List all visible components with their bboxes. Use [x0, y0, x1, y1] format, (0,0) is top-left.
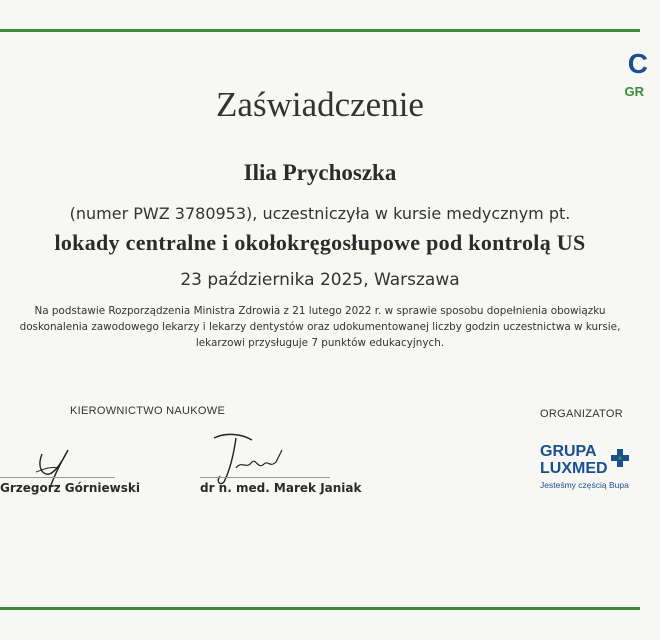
participation-line: (numer PWZ 3780953), uczestniczyła w kursie medycznym pt. — [69, 204, 571, 223]
signer-2-name: dr n. med. Marek Janiak — [200, 481, 362, 495]
legal-basis-line1: Na podstawie Rozporządzenia Ministra Zdrowia z 21 lutego 2022 r. w sprawie sposobu dopełnienia obowiązku — [34, 305, 606, 317]
corner-logo-text: GR — [624, 84, 644, 99]
plus-icon — [610, 448, 630, 468]
bottom-border — [0, 607, 640, 610]
corner-logo-letter: C — [627, 48, 648, 79]
logo-line1: GRUPA — [540, 443, 597, 460]
course-title: lokady centralne i okołokręgosłupowe pod kontrolą US — [54, 230, 586, 255]
logo-line2: LUXMED — [540, 460, 608, 477]
logo-tagline: Jesteśmy częścią Bupa — [540, 480, 629, 490]
certificate-title: Zaświadczenie — [216, 85, 424, 124]
date-place: 23 października 2025, Warszawa — [180, 270, 460, 290]
signer-1-name: Grzegorz Górniewski — [0, 481, 140, 495]
legal-basis-line3: lekarzowi przysługuje 7 punktów edukacyjnych. — [195, 337, 445, 349]
luxmed-logo — [540, 443, 629, 490]
legal-basis-line2: doskonalenia zawodowego lekarzy i lekarzy dentystów oraz udokumentowanej liczby godzin uczestnictwa w kursie, — [19, 321, 621, 333]
recipient-name: Ilia Prychoszka — [243, 160, 397, 185]
signatures-heading: KIEROWNICTWO NAUKOWE — [70, 405, 226, 417]
organizer-heading: ORGANIZATOR — [540, 408, 623, 420]
signature-1-line — [0, 477, 115, 478]
legal-basis — [0, 303, 640, 351]
top-border — [0, 29, 640, 32]
signature-2-line — [200, 477, 330, 478]
